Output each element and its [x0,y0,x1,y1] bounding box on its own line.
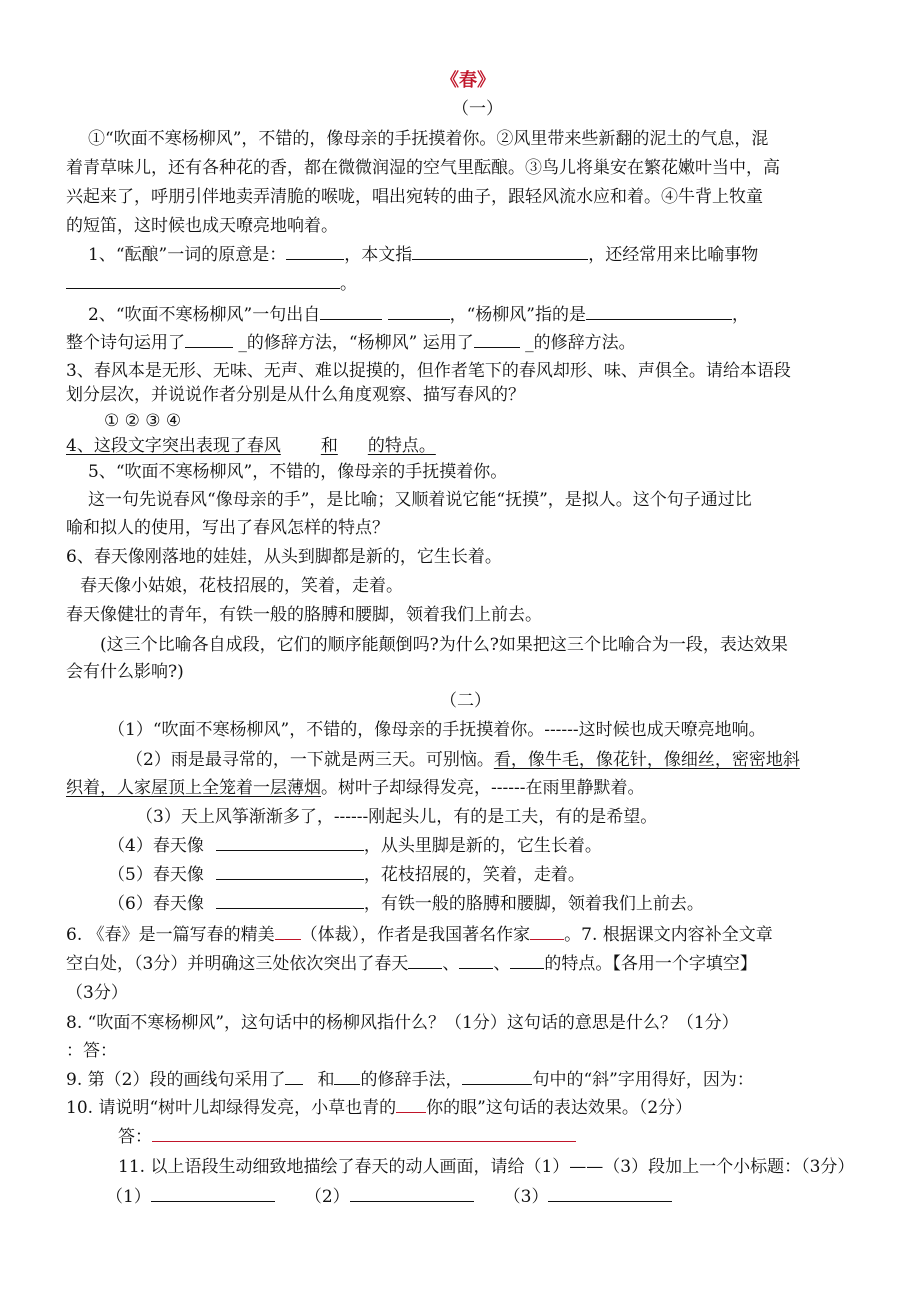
passage-2-para-3: （3）天上风筝渐渐多了，------刚起头儿，有的是工夫，有的是希望。 [136,807,658,827]
question-6: 6、春天像刚落地的娃娃，从头到脚都是新的，它生长着。 [66,547,502,567]
question-10: 10. 请说明“树叶儿却绿得发亮，小草也青的 你的眼”这句话的表达效果。（2分） [66,1098,693,1118]
question-5-text: 喻和拟人的使用，写出了春风怎样的特点？ [66,518,389,538]
underlined-sentence: 看，像牛毛，像花针，像细丝，密密地斜 [493,750,800,770]
passage-2-para-6: （6）春天像 ，有铁一般的胳膊和腰脚，领着我们上前去。 [108,894,704,914]
question-9: 9. 第（2）段的画线句采用了 和 的修辞手法， 句中的“斜”字用得好，因为： [66,1070,754,1090]
answer-line[interactable] [152,1125,576,1142]
passage-2-para-2: （2）雨是最寻常的，一下就是两三天。可别恼。看，像牛毛，像花针，像细丝，密密地斜 [126,750,800,770]
passage-line: 着青草味儿，还有各种花的香，都在微微润湿的空气里酝酿。③鸟儿将巢安在繁花嫩叶当中，高 [66,158,780,178]
question-8-answer-label: ：答： [66,1041,117,1061]
passage-2-para-2-cont: 织着，人家屋顶上全笼着一层薄烟。树叶子却绿得发亮，------在雨里静默着。 [66,778,645,798]
section-1-heading: （一） [452,99,503,119]
question-8: 8. “吹面不寒杨柳风”，这句话中的杨柳风指什么？（1分）这句话的意思是什么？（1分） [66,1013,739,1033]
passage-2-para-5: （5）春天像 ，花枝招展的，笑着，走着。 [108,865,585,885]
question-6-text: 会有什么影响?) [66,662,184,682]
answer-blank[interactable] [462,1068,532,1085]
passage-2-para-4: （4）春天像 ，从头里脚是新的，它生长着。 [108,836,602,856]
question-6-text: (这三个比喻各自成段，它们的顺序能颠倒吗?为什么?如果把这三个比喻合为一段，表达效果 [100,635,788,655]
answer-blank[interactable] [548,1185,672,1202]
question-2-cont: 整个诗句运用了 _的修辞方法，“杨柳风” 运用了 _的修辞方法。 [66,333,636,353]
passage-line: 的短笛，这时候也成天嘹亮地响着。 [66,216,338,236]
question-4: 4、这段文字突出表现了春风 和 的特点。 [66,436,436,456]
answer-blank[interactable] [412,243,588,260]
answer-blank[interactable] [320,303,382,320]
question-7: 空白处，（3分）并明确这三处依次突出了春天 、 、 的特点。【各用一个字填空】 [66,954,757,974]
answer-blank[interactable] [334,1068,360,1085]
question-2: 2、“吹面不寒杨柳风”一句出自 ，“杨柳风”指的是 ， [88,305,749,325]
question-5: 5、“吹面不寒杨柳风”，不错的，像母亲的手抚摸着你。 [88,462,508,482]
question-10-answer: 答： [118,1125,576,1149]
question-6b: 6. 《春》是一篇写春的精美 （体裁），作者是我国著名作家 。7. 根据课文内容补全文章 [66,925,773,945]
question-6-text: 春天像小姑娘，花枝招展的，笑着，走着。 [80,576,403,596]
answer-blank[interactable] [275,923,301,940]
section-2-heading: （二） [440,691,491,711]
answer-blank[interactable] [285,1068,303,1085]
answer-blank[interactable] [510,952,544,969]
answer-blank[interactable] [350,1185,474,1202]
underlined-sentence: 织着，人家屋顶上全笼着一层薄烟 [66,778,321,798]
answer-blank[interactable] [185,331,233,348]
question-3-marks: ① ② ③ ④ [104,411,182,431]
question-11-blanks: （1） （2） （3） [106,1185,672,1209]
passage-line: 兴起来了，呼朋引伴地卖弄清脆的喉咙，唱出宛转的曲子，跟轻风流水应和着。④牛背上牧童 [66,187,763,207]
answer-blank[interactable] [586,303,732,320]
question-1: 1、“酝酿”一词的原意是： ，本文指 ，还经常用来比喻事物 [88,245,759,265]
answer-blank[interactable] [474,331,520,348]
answer-blank[interactable] [216,863,364,880]
question-11: 11. 以上语段生动细致地描绘了春天的动人画面，请给（1）——（3）段加上一个小标题：（3分） [118,1157,855,1177]
answer-blank[interactable] [396,1096,426,1113]
question-6-text: 春天像健壮的青年，有铁一般的胳膊和腰脚，领着我们上前去。 [66,605,542,625]
question-1-cont: 。 [66,272,357,296]
passage-line: ①“吹面不寒杨柳风”，不错的，像母亲的手抚摸着你。②风里带来些新翻的泥土的气息，混 [88,129,769,149]
question-5-text: 这一句先说春风“像母亲的手”，是比喻；又顺着说它能“抚摸”，是拟人。这个句子通过比 [88,490,752,510]
answer-blank[interactable] [408,952,442,969]
question-3-cont: 划分层次，并说说作者分别是从什么角度观察、描写春风的？ [66,385,525,405]
answer-blank[interactable] [151,1185,275,1202]
answer-blank[interactable] [216,892,364,909]
document-title: 《春》 [441,70,495,91]
answer-blank[interactable] [216,834,364,851]
answer-blank[interactable] [66,272,340,289]
answer-blank[interactable] [459,952,493,969]
answer-blank[interactable] [286,243,344,260]
answer-blank[interactable] [530,923,564,940]
question-7-score: （3分） [66,983,128,1003]
question-3: 3、春风本是无形、无味、无声、难以捉摸的，但作者笔下的春风却形、味、声俱全。请给本语段 [66,361,791,381]
answer-blank[interactable] [388,303,450,320]
passage-2-para-1: （1）“吹面不寒杨柳风”，不错的，像母亲的手抚摸着你。------这时候也成天嘹亮地响。 [108,720,766,740]
